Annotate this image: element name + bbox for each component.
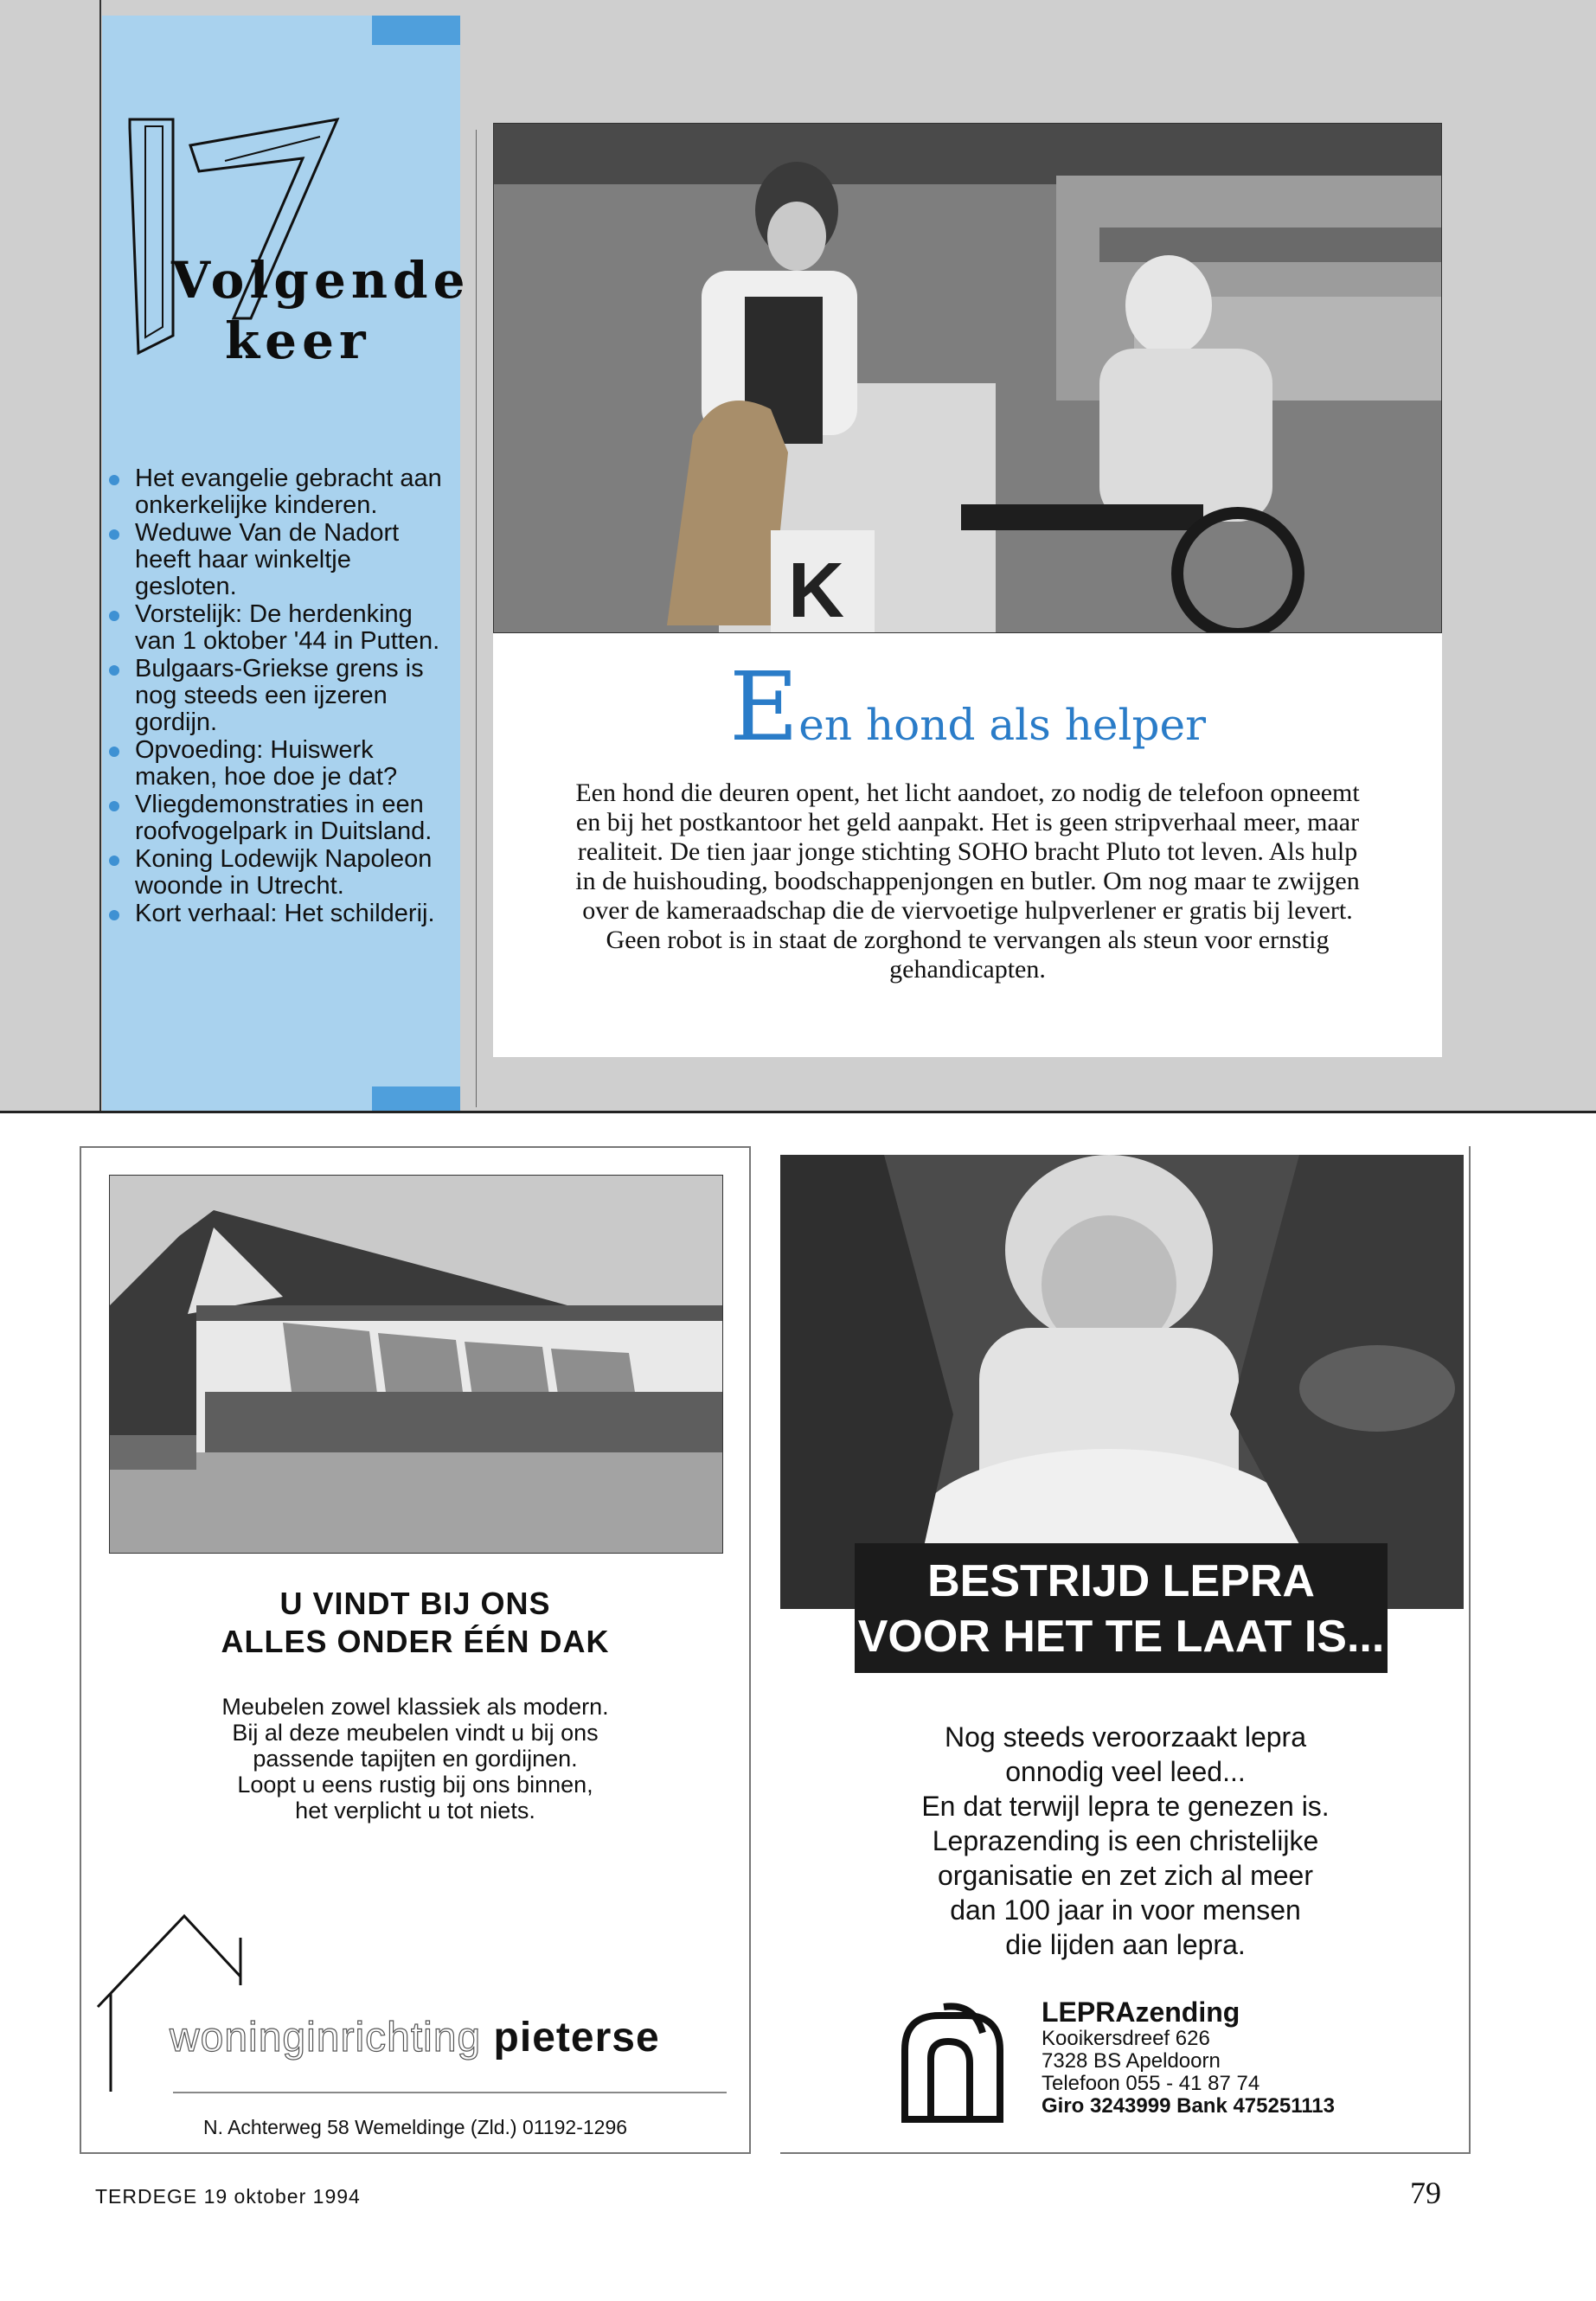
- bullet-icon: [109, 665, 119, 676]
- list-item: Weduwe Van de Nadort heeft haar winkeltje gesloten.: [107, 520, 453, 600]
- sidebar-accent-tab-top: [372, 16, 460, 45]
- ad1-body: Meubelen zowel klassiek als modern. Bij al deze meubelen vindt u bij ons passende tapijten en gordijnen. Loopt u eens rustig bij ons binnen, het verplicht u tot niets.: [221, 1694, 609, 1823]
- bullet-icon: [109, 910, 119, 920]
- ad1-divider: [173, 2092, 727, 2093]
- title-rest: en hond als helper: [798, 700, 1207, 750]
- page-number: 79: [1410, 2176, 1441, 2210]
- store-building-illustration: [110, 1176, 723, 1554]
- leprazending-logo-icon: [888, 1998, 1017, 2128]
- org-address-street: Kooikersdreef 626: [1042, 2027, 1210, 2050]
- bullet-icon: [109, 856, 119, 866]
- store-building-photo: [109, 1175, 723, 1554]
- sidebar-accent-tab-bottom: [372, 1086, 460, 1112]
- org-phone: Telefoon 055 - 41 87 74: [1042, 2072, 1260, 2095]
- bullet-icon: [109, 611, 119, 621]
- list-item: Opvoeding: Huiswerk maken, hoe doe je dat?: [107, 737, 453, 791]
- ad2-banner: BESTRIJD LEPRA VOOR HET TE LAAT IS...: [855, 1543, 1388, 1673]
- vertical-rule-middle: [476, 130, 477, 1107]
- baby-illustration: [780, 1155, 1464, 1609]
- ad2-body: Nog steeds veroorzaakt lepra onnodig veel leed... En dat terwijl lepra te genezen is. Leprazending is een christelijke organisatie en zet zich al meer dan 100 jaar in voor mensen die lijden aan lepra.: [921, 1721, 1330, 1960]
- bullet-icon: [109, 475, 119, 485]
- vertical-rule-left: [99, 0, 101, 1112]
- baby-photo: [780, 1155, 1464, 1609]
- title-initial: E: [728, 651, 799, 762]
- article-photo-dog-helper: [493, 123, 1442, 633]
- shop-scene-illustration: [494, 124, 1442, 633]
- house-outline-icon: [93, 1903, 301, 2093]
- next-issue-list: [107, 465, 453, 928]
- list-item: Koning Lodewijk Napoleon woonde in Utrecht.: [107, 846, 453, 900]
- section-divider: [0, 1111, 1596, 1113]
- org-address-city: 7328 BS Apeldoorn: [1042, 2049, 1221, 2073]
- bullet-icon: [109, 801, 119, 811]
- article-body: Een hond die deuren opent, het licht aandoet, zo nodig de telefoon opneemt en bij het postkantoor het geld aanpakt. Het is geen stripverhaal meer, maar realiteit. De tien jaar jonge stichting SOHO bracht Pluto tot leven. Als hulp in de huishouding, boodschappenjongen en butler. Om nog maar te zwijgen over de kameraadschap die de viervoetige hulpverlener er gratis bij levert. Geen robot is in staat de zorghond te vervangen als steun voor ernstig gehandicapten.: [575, 779, 1360, 984]
- article-text-box: [493, 633, 1442, 1057]
- ad1-headline: U VINDT BIJ ONS ALLES ONDER ÉÉN DAK: [221, 1586, 610, 1659]
- svg-text:K: K: [788, 548, 844, 633]
- footer-publication: TERDEGE 19 oktober 1994: [95, 2185, 361, 2208]
- org-name: LEPRAzending: [1042, 1997, 1240, 2028]
- list-item: Vliegdemonstraties in een roofvogelpark in Duitsland.: [107, 792, 453, 845]
- bullet-icon: [109, 747, 119, 757]
- ad2-contact: [1042, 1997, 1335, 2118]
- bullet-icon: [109, 529, 119, 540]
- logo-word-keer: keer: [225, 311, 371, 370]
- list-item: Bulgaars-Griekse grens is nog steeds een ijzeren gordijn.: [107, 656, 453, 736]
- org-giro: Giro 3243999 Bank 475251113: [1042, 2094, 1335, 2118]
- list-item: Vorstelijk: De herdenking van 1 oktober '44 in Putten.: [107, 601, 453, 655]
- logo-word-volgende: Volgende: [171, 251, 471, 310]
- ad1-address: N. Achterweg 58 Wemeldinge (Zld.) 01192-1296: [202, 2116, 628, 2138]
- article-title: [493, 651, 1442, 762]
- list-item: Kort verhaal: Het schilderij.: [107, 901, 453, 927]
- list-item: Het evangelie gebracht aan onkerkelijke kinderen.: [107, 465, 453, 519]
- ad1-brand-logo: woninginrichting pieterse: [170, 2015, 660, 2061]
